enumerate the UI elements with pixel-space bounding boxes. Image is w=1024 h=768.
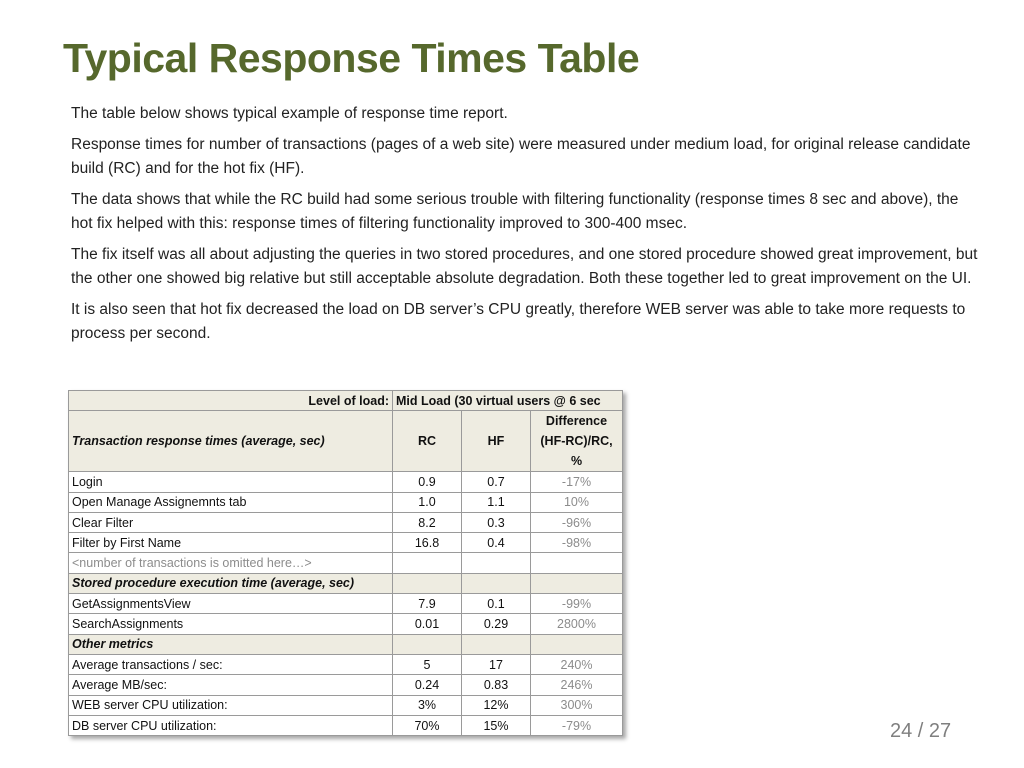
paragraph-stored-procedures: The fix itself was all about adjusting the queries in two stored procedures, and one stored procedure showed great improvement, but the other one showed big relative but still acceptable absolute degradation. Both these together led to great improvement on the UI. xyxy=(71,246,978,287)
row-name: Average transactions / sec: xyxy=(69,654,393,674)
table-row xyxy=(69,675,623,695)
row-rc: 0.9 xyxy=(393,472,462,492)
table-row xyxy=(69,715,623,735)
table-row xyxy=(69,512,623,532)
row-name: DB server CPU utilization: xyxy=(69,715,393,735)
load-level-label: Level of load: xyxy=(69,391,393,411)
row-diff: -79% xyxy=(531,715,623,735)
row-diff: 300% xyxy=(531,695,623,715)
empty-cell xyxy=(393,573,462,593)
row-rc: 1.0 xyxy=(393,492,462,512)
column-header-row xyxy=(69,411,623,472)
empty-cell xyxy=(462,573,531,593)
empty-cell xyxy=(462,634,531,654)
section-other-metrics: Other metrics xyxy=(69,634,393,654)
row-diff: 2800% xyxy=(531,614,623,634)
row-hf: 12% xyxy=(462,695,531,715)
row-rc: 0.01 xyxy=(393,614,462,634)
table-row xyxy=(69,472,623,492)
row-hf: 0.7 xyxy=(462,472,531,492)
row-diff: -98% xyxy=(531,533,623,553)
omitted-row xyxy=(69,553,623,573)
empty-cell xyxy=(393,634,462,654)
table-row xyxy=(69,533,623,553)
row-diff: 246% xyxy=(531,675,623,695)
paragraph-filtering: The data shows that while the RC build had some serious trouble with filtering functionality (response times 8 sec and above), the hot fix helped with this: response times of filtering functionality improved to 300-400 msec. xyxy=(71,191,959,232)
row-name: WEB server CPU utilization: xyxy=(69,695,393,715)
header-difference xyxy=(531,411,623,472)
row-rc: 3% xyxy=(393,695,462,715)
row-name: Filter by First Name xyxy=(69,533,393,553)
table-row xyxy=(69,614,623,634)
row-hf: 0.1 xyxy=(462,594,531,614)
omitted-note: <number of transactions is omitted here…> xyxy=(69,553,393,573)
response-times-table xyxy=(68,390,623,736)
empty-cell xyxy=(531,634,623,654)
row-hf: 0.29 xyxy=(462,614,531,634)
table-row xyxy=(69,594,623,614)
response-times-table-image xyxy=(68,390,623,736)
slide-body xyxy=(71,102,981,353)
row-name: Login xyxy=(69,472,393,492)
load-level-row xyxy=(69,391,623,411)
row-name: Clear Filter xyxy=(69,512,393,532)
row-rc: 8.2 xyxy=(393,512,462,532)
row-name: Average MB/sec: xyxy=(69,675,393,695)
section-header-row xyxy=(69,573,623,593)
row-hf: 15% xyxy=(462,715,531,735)
row-hf: 0.3 xyxy=(462,512,531,532)
section-header-row xyxy=(69,634,623,654)
row-hf: 1.1 xyxy=(462,492,531,512)
row-hf: 0.4 xyxy=(462,533,531,553)
row-diff: -99% xyxy=(531,594,623,614)
row-name: SearchAssignments xyxy=(69,614,393,634)
row-name: GetAssignmentsView xyxy=(69,594,393,614)
row-rc: 16.8 xyxy=(393,533,462,553)
page-number: 24 / 27 xyxy=(890,720,952,742)
table-row xyxy=(69,492,623,512)
empty-cell xyxy=(462,553,531,573)
empty-cell xyxy=(393,553,462,573)
header-hf: HF xyxy=(462,411,531,472)
row-name: Open Manage Assignemnts tab xyxy=(69,492,393,512)
row-hf: 0.83 xyxy=(462,675,531,695)
header-difference-line2: (HF-RC)/RC, xyxy=(540,434,613,449)
paragraph-measurement: Response times for number of transactions (pages of a web site) were measured under medium load, for original release candidate build (RC) and for the hot fix (HF). xyxy=(71,136,971,177)
paragraph-intro: The table below shows typical example of response time report. xyxy=(71,105,508,122)
row-rc: 5 xyxy=(393,654,462,674)
header-difference-line1: Difference xyxy=(545,414,608,429)
load-level-value: Mid Load (30 virtual users @ 6 sec xyxy=(393,391,623,411)
row-diff: 240% xyxy=(531,654,623,674)
row-diff: 10% xyxy=(531,492,623,512)
section-stored-procedures: Stored procedure execution time (average, sec) xyxy=(69,573,393,593)
row-hf: 17 xyxy=(462,654,531,674)
row-rc: 70% xyxy=(393,715,462,735)
header-metric: Transaction response times (average, sec) xyxy=(69,411,393,472)
row-diff: -96% xyxy=(531,512,623,532)
empty-cell xyxy=(531,573,623,593)
header-rc: RC xyxy=(393,411,462,472)
paragraph-cpu: It is also seen that hot fix decreased the load on DB server’s CPU greatly, therefore WEB server was able to take more requests to process per second. xyxy=(71,301,966,342)
table-row xyxy=(69,654,623,674)
row-rc: 0.24 xyxy=(393,675,462,695)
row-diff: -17% xyxy=(531,472,623,492)
header-difference-line3: % xyxy=(570,454,583,469)
empty-cell xyxy=(531,553,623,573)
slide-title: Typical Response Times Table xyxy=(63,35,640,81)
row-rc: 7.9 xyxy=(393,594,462,614)
table-row xyxy=(69,695,623,715)
